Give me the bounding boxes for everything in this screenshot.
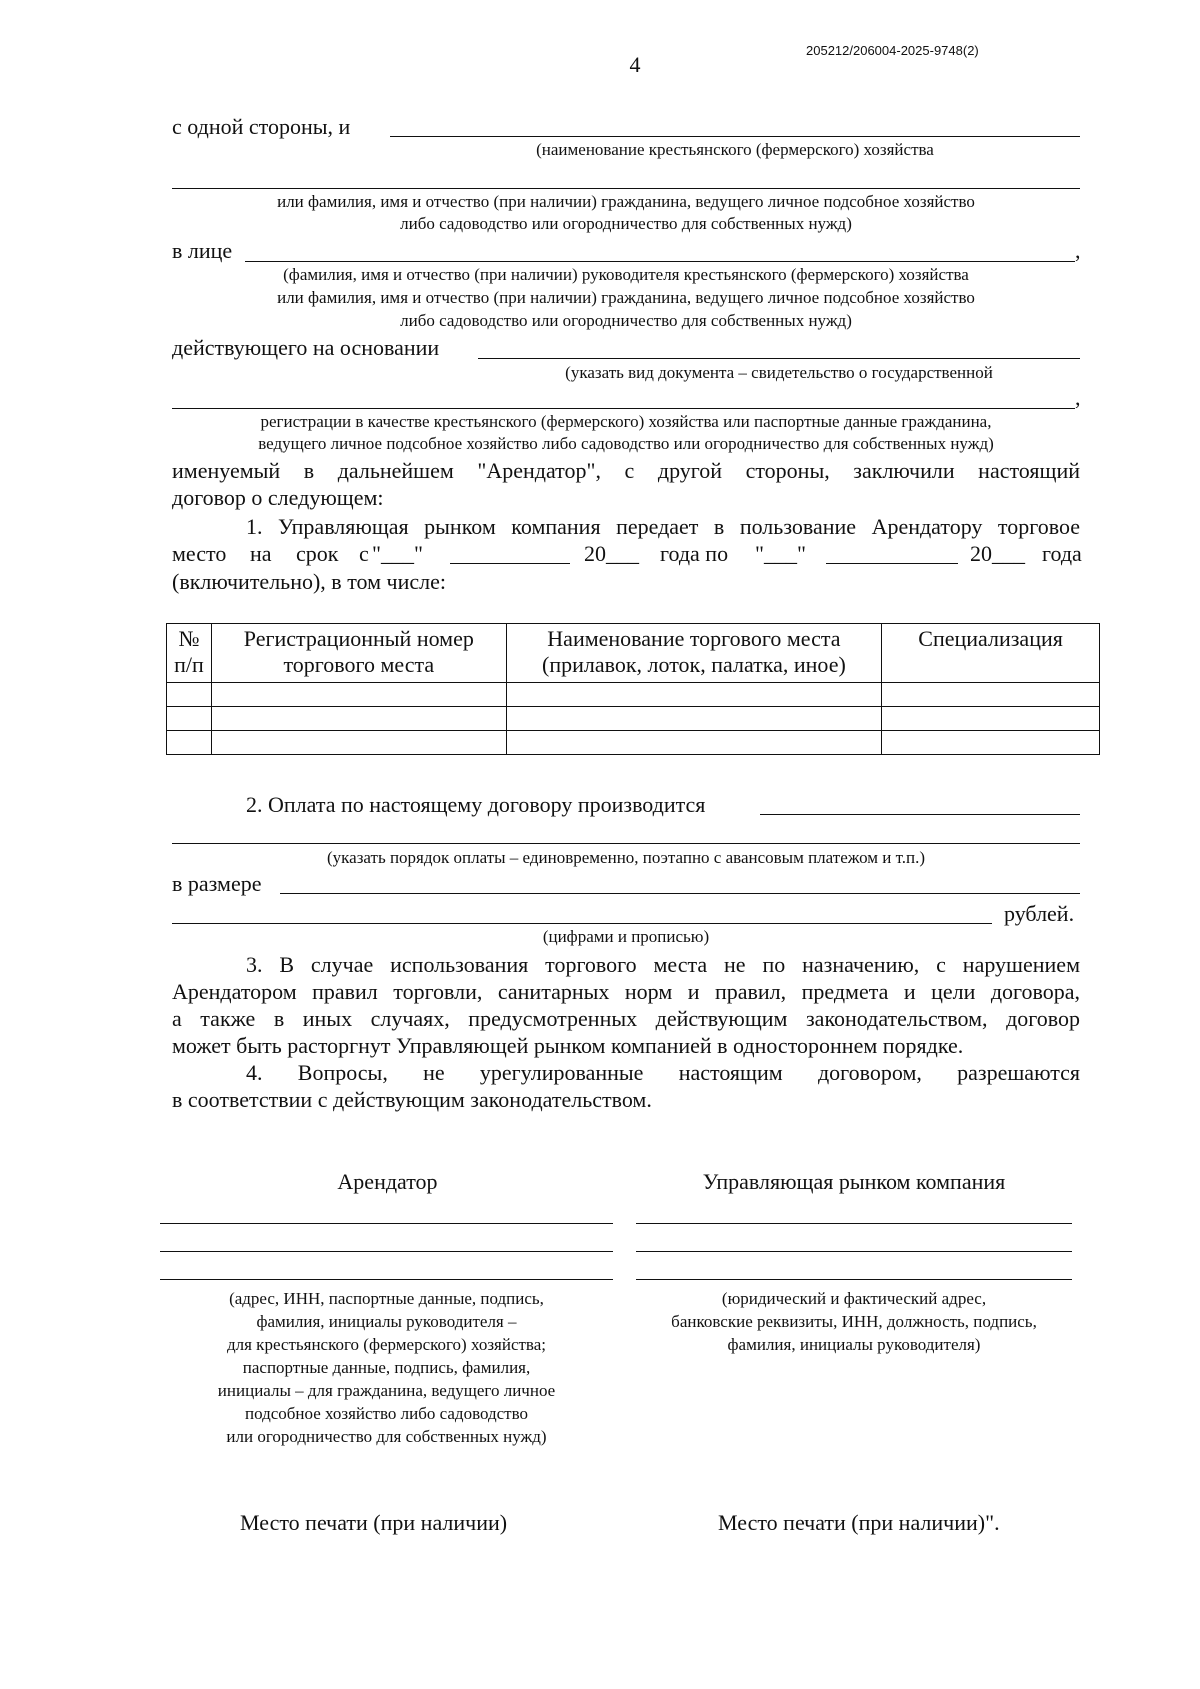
payment-order-field-2[interactable] [172, 843, 1080, 844]
table-cell[interactable] [211, 731, 506, 755]
hint-head-garden: либо садоводство или огородничество для собственных нужд) [400, 311, 852, 330]
hint-head-name: (фамилия, имя и отчество (при наличии) руководителя крестьянского (фермерского) хозяйства [283, 265, 969, 284]
table-cell[interactable] [211, 683, 506, 707]
one-side-prefix: с одной стороны, и [172, 114, 351, 139]
caption-line: (адрес, ИНН, паспортные данные, подпись, [229, 1289, 544, 1308]
table-cell[interactable] [211, 707, 506, 731]
table-cell[interactable] [882, 707, 1100, 731]
hint-garden-needs: либо садоводство или огородничество для собственных нужд) [400, 214, 852, 233]
clause4-line1: 4. Вопросы, не урегулированные настоящим договором, разрешаются [246, 1060, 1080, 1085]
clause1-word: на [250, 541, 272, 566]
hint-payment-order: (указать порядок оплаты – единовременно, поэтапно с авансовым платежом и т.п.) [326, 848, 926, 867]
caption-line: подсобное хозяйство либо садоводство [244, 1404, 529, 1423]
hint-amount: (цифрами и прописью) [542, 927, 710, 946]
table-cell[interactable] [167, 683, 212, 707]
caption-line: (юридический и фактический адрес, [721, 1289, 987, 1308]
table-cell[interactable] [506, 707, 881, 731]
amount-prefix: в размере [172, 871, 262, 896]
table-row [167, 683, 1100, 707]
clause3-line3: а также в иных случаях, предусмотренных действующим законодательством, договор [172, 1006, 1080, 1031]
basis-document-field[interactable] [478, 358, 1080, 359]
table-cell[interactable] [506, 683, 881, 707]
table-cell[interactable] [882, 683, 1100, 707]
table-cell[interactable] [167, 731, 212, 755]
table-row [167, 707, 1100, 731]
clause1-line3: (включительно), в том числе: [172, 569, 446, 594]
tenant-title: Арендатор [337, 1169, 438, 1194]
comma: , [1075, 238, 1081, 263]
clause1-word: года по [660, 541, 729, 566]
header-reg-number: Регистрационный номер торгового места [211, 624, 506, 683]
table-cell[interactable] [882, 731, 1100, 755]
company-signature-line[interactable] [636, 1223, 1072, 1224]
start-day-field[interactable]: "___" [372, 541, 423, 566]
header-specialization: Специализация [882, 624, 1100, 683]
table-cell[interactable] [506, 731, 881, 755]
clause1-word: года [1042, 541, 1082, 566]
tenant-seal-place: Место печати (при наличии) [240, 1510, 508, 1535]
hint-citizen-name: или фамилия, имя и отчество (при наличии) гражданина, ведущего личное подсобное хозяйство [277, 192, 975, 211]
table-cell[interactable] [167, 707, 212, 731]
in-person-label: в лице [172, 238, 233, 263]
hint-farm-name: (наименование крестьянского (фермерского) хозяйства [536, 140, 934, 159]
acting-basis-label: действующего на основании [172, 335, 440, 360]
amount-field-2[interactable] [172, 923, 992, 924]
hint-doc-citizen: ведущего личное подсобное хозяйство либо садоводство или огородничество для собственных нужд) [258, 434, 994, 453]
caption-line: фамилия, инициалы руководителя – [256, 1312, 517, 1331]
clause3-line2: Арендатором правил торговли, санитарных норм и правил, предмета и цели договора, [172, 979, 1080, 1004]
company-title: Управляющая рынком компания [702, 1169, 1006, 1194]
clause2-line1: 2. Оплата по настоящему договору производится [246, 792, 706, 817]
table-header-row [167, 624, 1100, 683]
clause1-line1: 1. Управляющая рынком компания передает в пользование Арендатору торговое [246, 514, 1080, 539]
caption-line: банковские реквизиты, ИНН, должность, подпись, [671, 1312, 1037, 1331]
company-signature-line[interactable] [636, 1279, 1072, 1280]
clause1-word: с [359, 541, 369, 566]
company-signature-line[interactable] [636, 1251, 1072, 1252]
clause4-line2: в соответствии с действующим законодательством. [172, 1087, 652, 1112]
comma: , [1075, 385, 1081, 410]
farm-name-field-2[interactable] [172, 188, 1080, 189]
head-name-field[interactable] [245, 261, 1075, 262]
clause3-line1: 3. В случае использования торгового места не по назначению, с нарушением [246, 952, 1080, 977]
amount-field[interactable] [280, 893, 1080, 894]
rubles-label: рублей. [1004, 901, 1075, 926]
document-id: 205212/206004-2025-9748(2) [806, 43, 979, 58]
caption-line: для крестьянского (фермерского) хозяйства; [226, 1335, 546, 1354]
header-place-name: Наименование торгового места (прилавок, лоток, палатка, иное) [506, 624, 881, 683]
start-month-field[interactable] [450, 563, 570, 564]
company-seal-place: Место печати (при наличии)". [718, 1510, 1000, 1535]
end-month-field[interactable] [826, 563, 958, 564]
caption-line: фамилия, инициалы руководителя) [727, 1335, 981, 1354]
clause1-word: срок [296, 541, 339, 566]
hint-head-citizen: или фамилия, имя и отчество (при наличии) гражданина, ведущего личное подсобное хозяйство [277, 288, 975, 307]
tenant-caption [160, 1287, 613, 1448]
basis-document-field-2[interactable] [172, 408, 1075, 409]
company-caption [636, 1287, 1072, 1356]
tenant-line: именуемый в дальнейшем "Арендатор", с другой стороны, заключили настоящий [172, 458, 1080, 483]
end-year-field[interactable]: 20___ [970, 541, 1025, 566]
end-day-field[interactable]: "___" [755, 541, 806, 566]
payment-order-field[interactable] [760, 814, 1080, 815]
trading-places-table [166, 623, 1100, 755]
page-number: 4 [629, 52, 641, 77]
farm-name-field[interactable] [390, 136, 1080, 137]
clause3-line4: может быть расторгнут Управляющей рынком компанией в одностороннем порядке. [172, 1033, 964, 1058]
table-row [167, 731, 1100, 755]
tenant-signature-line[interactable] [160, 1279, 613, 1280]
tenant-signature-line[interactable] [160, 1223, 613, 1224]
start-year-field[interactable]: 20___ [584, 541, 639, 566]
header-number: № п/п [167, 624, 212, 683]
caption-line: инициалы – для гражданина, ведущего личное [217, 1381, 556, 1400]
caption-line: паспортные данные, подпись, фамилия, [242, 1358, 531, 1377]
hint-doc-type: (указать вид документа – свидетельство о государственной [565, 363, 993, 382]
agreement-line: договор о следующем: [172, 485, 384, 510]
clause1-word: место [172, 541, 227, 566]
hint-doc-registration: регистрации в качестве крестьянского (фермерского) хозяйства или паспортные данные гражданина, [260, 412, 992, 431]
tenant-signature-line[interactable] [160, 1251, 613, 1252]
caption-line: или огородничество для собственных нужд) [226, 1427, 547, 1446]
